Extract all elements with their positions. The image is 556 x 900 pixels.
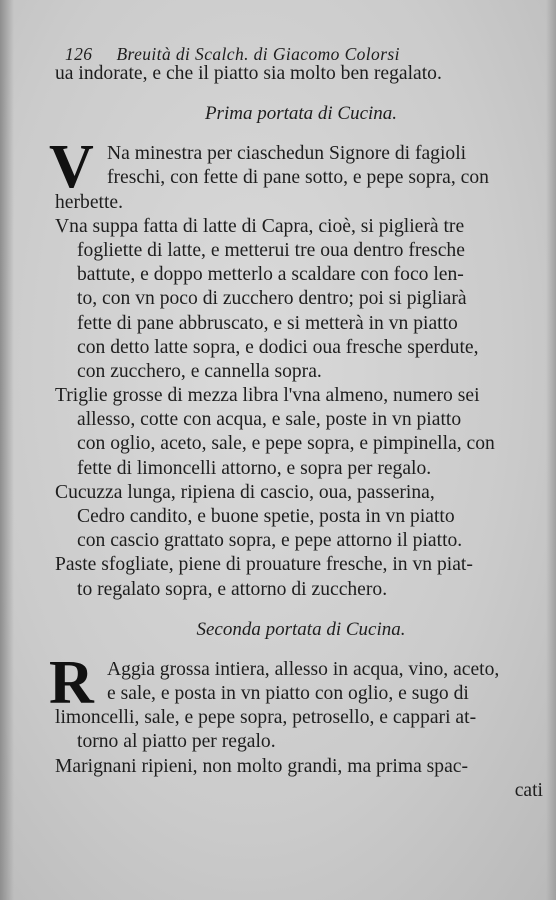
- text-line: herbette.: [55, 191, 123, 213]
- text-line: con detto latte sopra, e dodici oua fresche sperdute,: [77, 336, 479, 358]
- text-line: fogliette di latte, e metterui tre oua dentro fresche: [77, 239, 465, 261]
- drop-cap-r: R: [49, 648, 94, 717]
- text-line: Paste sfogliate, piene di prouature fresche, in vn piat-: [55, 554, 473, 576]
- paragraph-raggia: [49, 648, 547, 755]
- text-line: to regalato sopra, e attorno di zucchero.: [77, 578, 388, 600]
- paragraph-triglie: [55, 384, 547, 481]
- text-line: Cucuzza lunga, ripiena di cascio, oua, passerina,: [55, 481, 435, 503]
- text-line: Triglie grosse di mezza libra l'vna almeno, numero sei: [55, 385, 480, 407]
- catchword: cati: [514, 779, 543, 801]
- text-line: Cedro candito, e buone spetie, posta in vn piatto: [77, 506, 455, 527]
- text-line: Marignani ripieni, non molto grandi, ma prima spac-: [55, 755, 468, 777]
- paragraph-marignani: [55, 755, 547, 803]
- text-line: con cascio grattato sopra, e pepe attorno il piatto.: [77, 530, 463, 552]
- page-body: [49, 62, 547, 803]
- text-line: battute, e doppo metterlo a scaldare con foco len-: [77, 264, 464, 286]
- text-line: fette di limoncelli attorno, e sopra per regalo.: [77, 457, 432, 479]
- text-line: e sale, e posta in vn piatto con oglio, e sugo di: [107, 682, 469, 704]
- text-line: Na minestra per ciaschedun Signore di fagioli: [107, 143, 467, 165]
- paragraph-minestra: [49, 133, 547, 215]
- page-left-shadow: [0, 0, 14, 900]
- section-title-seconda: Seconda portata di Cucina.: [196, 618, 406, 640]
- text-line: con oglio, aceto, sale, e pepe sopra, e pimpinella, con: [77, 433, 495, 455]
- paragraph-suppa: [55, 215, 547, 384]
- text-line: Aggia grossa intiera, allesso in acqua, vino, aceto,: [107, 658, 500, 680]
- paragraph-paste: [55, 553, 547, 601]
- page-right-shadow: [546, 0, 556, 900]
- text-line: limoncelli, sale, e pepe sopra, petrosello, e cappari at-: [55, 707, 477, 729]
- text-line: allesso, cotte con acqua, e sale, poste in vn piatto: [77, 409, 462, 431]
- text-line: torno al piatto per regalo.: [77, 731, 276, 753]
- paragraph-cucuzza: [55, 481, 547, 554]
- page-number: 126: [65, 44, 93, 64]
- section-title-prima: Prima portata di Cucina.: [204, 103, 398, 125]
- running-title: Breuità di Scalch. di Giacomo Colorsi: [116, 44, 400, 64]
- text-line: Vna suppa fatta di latte di Capra, cioè, si piglierà tre: [55, 215, 465, 237]
- text-line: to, con vn poco di zucchero dentro; poi si pigliarà: [77, 288, 467, 310]
- drop-cap-v: V: [49, 133, 94, 202]
- text-line: freschi, con fette di pane sotto, e pepe sopra, con: [107, 167, 489, 189]
- first-line: ua indorate, e che il piatto sia molto ben regalato.: [55, 63, 442, 84]
- text-line: con zucchero, e cannella sopra.: [77, 360, 322, 382]
- text-line: fette di pane abbruscato, e si metterà in vn piatto: [77, 312, 458, 334]
